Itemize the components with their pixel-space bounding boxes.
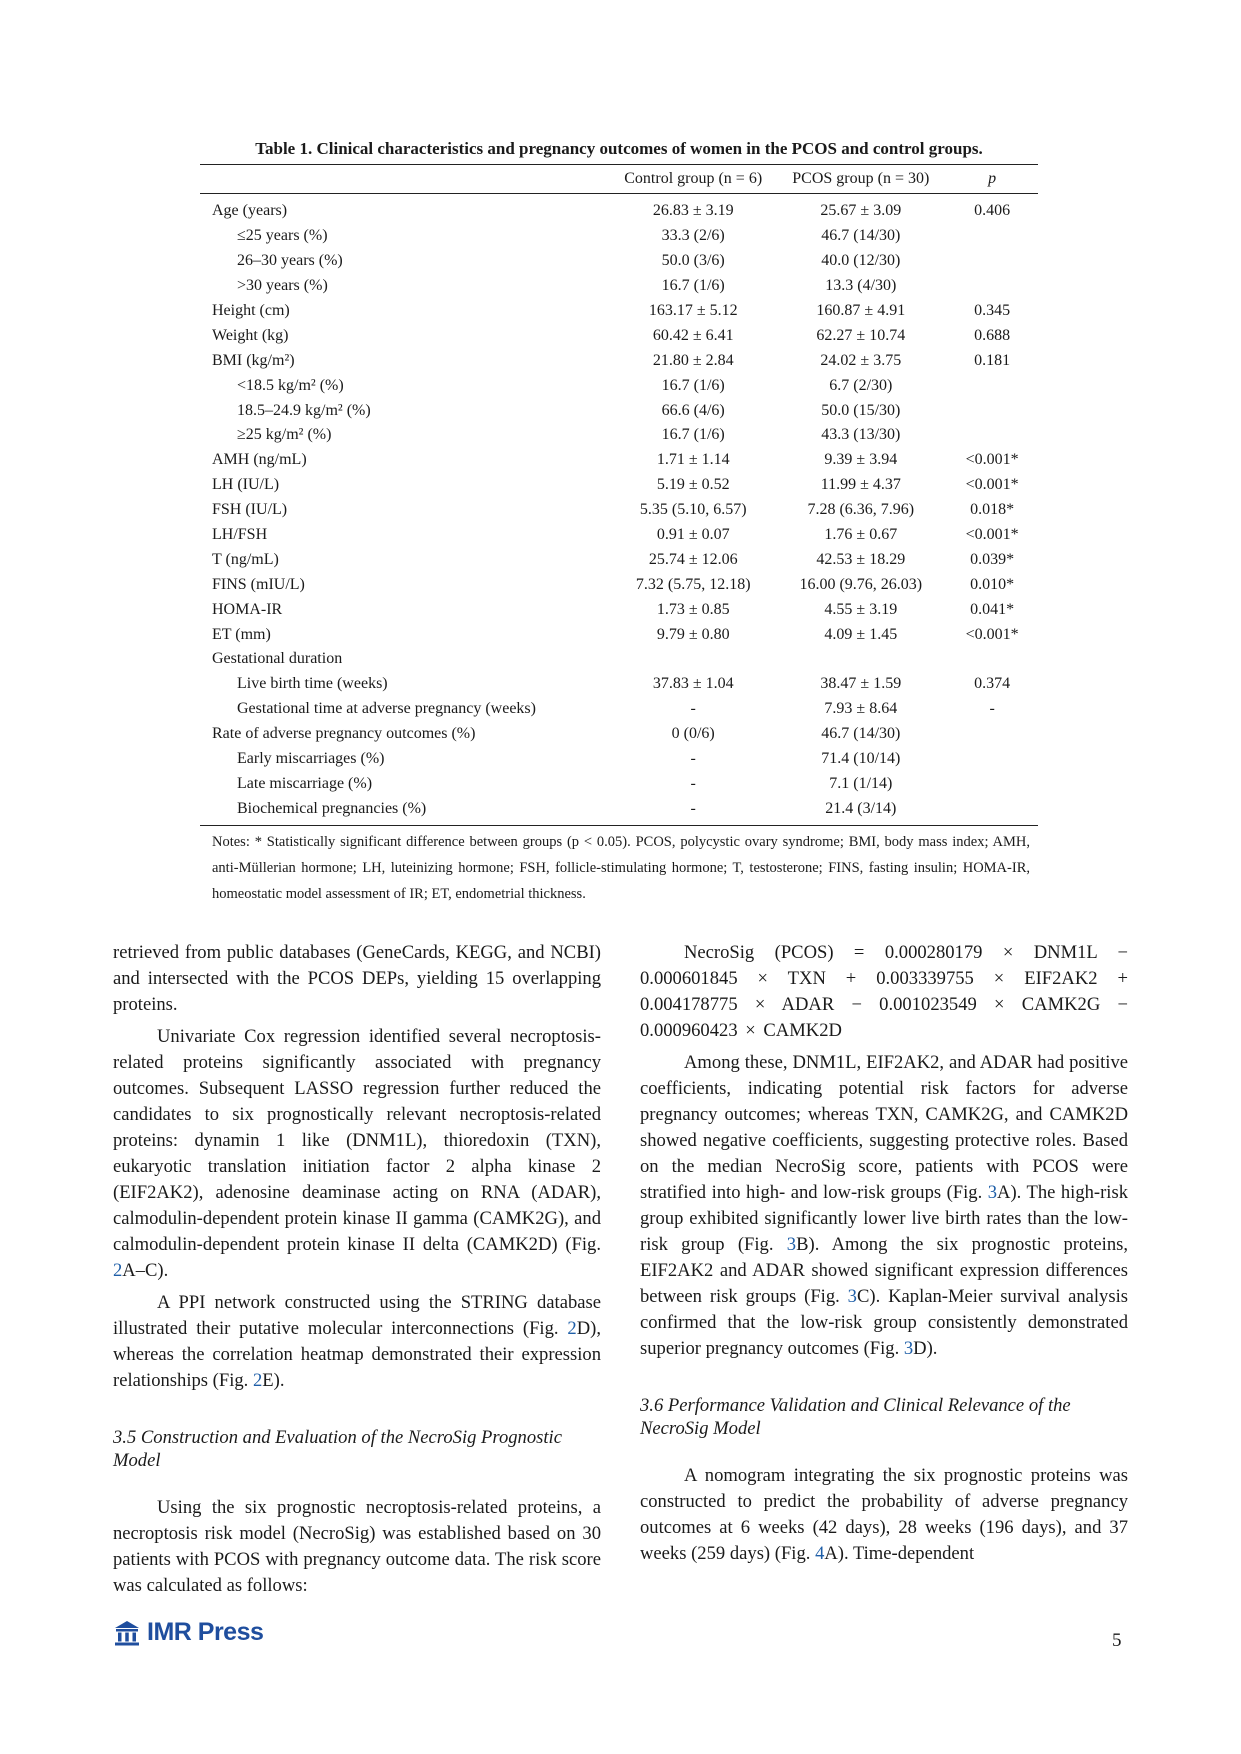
pcos-value: 50.0 (15/30) <box>821 401 901 419</box>
row-label: Age (years) <box>212 202 288 220</box>
pcos-value: 160.87 ± 4.91 <box>816 302 906 319</box>
p-value <box>946 722 1038 747</box>
row-label: Live birth time (weeks) <box>237 675 388 693</box>
control-value: 33.3 (2/6) <box>661 227 725 245</box>
paragraph-text: Univariate Cox regression identified several necroptosis-related proteins significantly associated with pregnancy outcomes. Subsequent LASSO regression further reduced the candidates to six prognostically relevant necroptosis-related proteins: dynamin 1 like (DNM1L), thioredoxin (TXN), eukaryotic translation initiation factor 2 alpha kinase 2 (EIF2AK2), adenosine deaminase acting on RNA (ADAR), calmodulin-dependent protein kinase II gamma (CAMK2G), and calmodulin-dependent protein kinase II delta (CAMK2D) (Fig. <box>113 1026 601 1255</box>
paragraph <box>640 1050 1128 1362</box>
p-value <box>946 224 1038 249</box>
table-row <box>200 398 1038 423</box>
section-heading: 3.6 Performance Validation and Clinical Relevance of the NecroSig Model <box>640 1395 1071 1439</box>
p-value: 0.181 <box>974 351 1011 369</box>
header-p: p <box>946 165 1038 194</box>
control-value: 163.17 ± 5.12 <box>648 302 738 319</box>
table-row <box>200 597 1038 622</box>
table-row <box>200 423 1038 448</box>
p-value <box>946 771 1038 796</box>
row-label: BMI (kg/m²) <box>212 351 295 369</box>
paragraph-text: A–C). <box>122 1260 169 1281</box>
p-value: <0.001* <box>965 476 1019 494</box>
header-control: Control group (n = 6) <box>611 165 775 194</box>
paragraph-text: E). <box>262 1370 285 1391</box>
pcos-value: 16.00 (9.76, 26.03) <box>799 575 923 593</box>
row-label: Rate of adverse pregnancy outcomes (%) <box>212 725 476 743</box>
row-label: T (ng/mL) <box>212 550 279 568</box>
p-value: <0.001* <box>965 451 1019 469</box>
paragraph: Using the six prognostic necroptosis-related proteins, a necroptosis risk model (NecroSig) was established based on 30 patients with PCOS with pregnancy outcome data. The risk score was calculated as follows: <box>113 1497 601 1596</box>
pcos-value: 4.55 ± 3.19 <box>824 600 898 618</box>
paragraph-text: B). Among the six prognostic proteins, EIF2AK2 and ADAR showed significant expression differences between risk groups (Fig. <box>640 1234 1129 1307</box>
table-row <box>200 622 1038 647</box>
table-row <box>200 697 1038 722</box>
control-value: 16.7 (1/6) <box>661 376 725 394</box>
control-value: - <box>611 796 775 825</box>
publisher-name: IMR Press <box>147 1618 264 1646</box>
paragraph <box>113 1290 601 1394</box>
table-row <box>200 249 1038 274</box>
pcos-value: 25.67 ± 3.09 <box>820 202 902 220</box>
row-label: Biochemical pregnancies (%) <box>200 796 611 825</box>
pcos-value: 4.09 ± 1.45 <box>824 625 898 643</box>
figure-link[interactable]: 3 <box>987 1182 998 1203</box>
control-value: 37.83 ± 1.04 <box>652 675 734 693</box>
page-number: 5 <box>1112 1630 1122 1651</box>
row-label: FSH (IU/L) <box>212 501 288 519</box>
paragraph-text: A PPI network constructed using the STRING database illustrated their putative molecular interconnections (Fig. <box>113 1292 601 1339</box>
pcos-value <box>775 647 946 672</box>
row-label: Gestational duration <box>212 650 343 668</box>
control-value: 5.19 ± 0.52 <box>656 476 730 494</box>
table-row <box>200 771 1038 796</box>
control-value: 1.71 ± 1.14 <box>656 451 730 469</box>
p-value <box>946 796 1038 825</box>
row-label: 26–30 years (%) <box>237 252 343 270</box>
row-label: AMH (ng/mL) <box>212 451 307 469</box>
control-value: 9.79 ± 0.80 <box>656 625 730 643</box>
table-row <box>200 647 1038 672</box>
row-label: Gestational time at adverse pregnancy (weeks) <box>237 700 536 718</box>
pcos-value: 11.99 ± 4.37 <box>820 476 901 494</box>
pcos-value: 46.7 (14/30) <box>821 227 901 245</box>
row-label: HOMA-IR <box>212 600 283 618</box>
pcos-value: 40.0 (12/30) <box>821 252 901 270</box>
row-label: Early miscarriages (%) <box>237 750 385 768</box>
p-value: - <box>989 700 995 718</box>
table-row <box>200 194 1038 224</box>
paragraph-text: Among these, DNM1L, EIF2AK2, and ADAR had positive coefficients, indicating potential risk factors for adverse pregnancy outcomes; whereas TXN, CAMK2G, and CAMK2D showed negative coefficients, suggesting protective roles. Based on the median NecroSig score, patients with PCOS were stratified into high- and low-risk groups (Fig. <box>640 1052 1128 1203</box>
section-heading: 3.5 Construction and Evaluation of the NecroSig Prognostic Model <box>113 1427 562 1471</box>
p-value: 0.688 <box>974 326 1011 344</box>
paragraph-text: D), whereas the correlation heatmap demonstrated their expression relationships (Fig. <box>113 1318 601 1391</box>
row-label: Late miscarriage (%) <box>237 774 373 792</box>
publisher-logo[interactable] <box>113 1618 263 1647</box>
table-caption: Table 1. Clinical characteristics and pregnancy outcomes of women in the PCOS and control groups. <box>255 139 983 158</box>
figure-link[interactable]: 3 <box>847 1286 857 1307</box>
row-label: <18.5 kg/m² (%) <box>237 376 344 394</box>
pcos-value: 38.47 ± 1.59 <box>820 675 902 693</box>
row-label: FINS (mIU/L) <box>212 575 305 593</box>
figure-link[interactable]: 2 <box>113 1260 123 1281</box>
control-value: 50.0 (3/6) <box>661 252 725 270</box>
control-value: 16.7 (1/6) <box>661 277 725 295</box>
pcos-value: 24.02 ± 3.75 <box>820 351 902 369</box>
pcos-value: 43.3 (13/30) <box>821 426 901 444</box>
row-label: Weight (kg) <box>212 326 289 344</box>
building-icon <box>113 1619 141 1647</box>
p-value: 0.018* <box>970 501 1015 519</box>
table-row <box>200 224 1038 249</box>
p-value: 0.010* <box>970 575 1015 593</box>
control-value: 21.80 ± 2.84 <box>652 351 734 369</box>
row-label: LH (IU/L) <box>212 476 280 494</box>
control-value: 5.35 (5.10, 6.57) <box>639 501 747 519</box>
table-row <box>200 373 1038 398</box>
table-row <box>200 722 1038 747</box>
table-row <box>200 672 1038 697</box>
pcos-value: 9.39 ± 3.94 <box>824 451 898 469</box>
control-value: 60.42 ± 6.41 <box>652 326 734 344</box>
paragraph-text: D). <box>913 1338 938 1359</box>
pcos-value: 7.1 (1/14) <box>829 774 893 792</box>
table-row <box>200 572 1038 597</box>
figure-link[interactable]: 4 <box>815 1543 825 1564</box>
control-value: - <box>690 700 696 718</box>
paragraph: retrieved from public databases (GeneCards, KEGG, and NCBI) and intersected with the PCOS DEPs, yielding 15 overlapping proteins. <box>113 942 601 1015</box>
pcos-value: 7.28 (6.36, 7.96) <box>807 501 915 519</box>
formula: NecroSig (PCOS) = 0.000280179 × DNM1L − 0.000601845 × TXN + 0.003339755 × EIF2AK2 + 0.004178775 × ADAR − 0.001023549 × CAMK2G − 0.000960423 × CAMK2D <box>640 942 1128 1041</box>
table-row <box>200 448 1038 473</box>
paragraph-text: A). The high-risk group exhibited significantly lower live birth rates than the low-risk group (Fig. <box>640 1182 1128 1255</box>
table-body <box>200 194 1038 826</box>
pcos-value: 42.53 ± 18.29 <box>816 550 906 568</box>
row-label: 18.5–24.9 kg/m² (%) <box>237 401 371 419</box>
control-value: 0 (0/6) <box>671 725 715 743</box>
table-row <box>200 747 1038 772</box>
p-value: 0.345 <box>974 302 1011 319</box>
table-row <box>200 473 1038 498</box>
table-section <box>200 138 1038 907</box>
paragraph-text: C). Kaplan-Meier survival analysis confirmed that the low-risk group consistently demonstrated superior pregnancy outcomes (Fig. <box>640 1286 1128 1359</box>
p-value <box>946 373 1038 398</box>
table-notes: Notes: * Statistically significant difference between groups (p < 0.05). PCOS, polycystic ovary syndrome; BMI, body mass index; AMH, anti-Müllerian hormone; LH, luteinizing hormone; FSH, follicle-stimulating hormone; T, testosterone; FINS, fasting insulin; HOMA-IR, homeostatic model assessment of IR; ET, endometrial thickness. <box>212 834 1030 903</box>
header-empty <box>200 165 611 194</box>
pcos-value: 13.3 (4/30) <box>825 277 897 295</box>
row-label: >30 years (%) <box>237 277 328 295</box>
table-row <box>200 547 1038 572</box>
table-row <box>200 299 1038 324</box>
control-value: 7.32 (5.75, 12.18) <box>635 575 751 593</box>
table-row <box>200 498 1038 523</box>
control-value: 16.7 (1/6) <box>661 426 725 444</box>
pcos-value: 71.4 (10/14) <box>821 750 901 768</box>
pcos-value: 6.7 (2/30) <box>829 376 893 394</box>
table-row <box>200 348 1038 373</box>
figure-link[interactable]: 2 <box>252 1370 263 1391</box>
table-row <box>200 796 1038 825</box>
clinical-table <box>200 164 1038 826</box>
right-column <box>640 940 1128 1567</box>
figure-link[interactable]: 3 <box>903 1338 914 1359</box>
pcos-value: 21.4 (3/14) <box>775 796 946 825</box>
row-label: ≥25 kg/m² (%) <box>237 426 332 444</box>
paragraph <box>113 1024 601 1284</box>
p-value: <0.001* <box>965 526 1019 544</box>
figure-link[interactable]: 3 <box>786 1234 797 1255</box>
p-value <box>946 274 1038 299</box>
left-column <box>113 940 601 1599</box>
figure-link[interactable]: 2 <box>567 1318 577 1339</box>
p-value: <0.001* <box>965 625 1019 643</box>
control-value: 25.74 ± 12.06 <box>648 550 738 568</box>
table-row <box>200 274 1038 299</box>
pcos-value: 62.27 ± 10.74 <box>816 326 906 344</box>
control-value: - <box>690 774 696 792</box>
paragraph-text: A nomogram integrating the six prognostic proteins was constructed to predict the probability of adverse pregnancy outcomes at 6 weeks (42 days), 28 weeks (196 days), and 37 weeks (259 days) (Fig. <box>640 1465 1128 1564</box>
p-value <box>946 249 1038 274</box>
p-value <box>946 398 1038 423</box>
control-value: 1.73 ± 0.85 <box>656 600 730 618</box>
p-value: 0.041* <box>970 600 1015 618</box>
control-value: 66.6 (4/6) <box>661 401 725 419</box>
pcos-value: 1.76 ± 0.67 <box>824 526 898 544</box>
p-value <box>946 647 1038 672</box>
p-value: 0.406 <box>974 202 1011 220</box>
pcos-value: 7.93 ± 8.64 <box>824 700 898 718</box>
p-value <box>946 747 1038 772</box>
control-value: 0.91 ± 0.07 <box>656 526 730 544</box>
table-row <box>200 523 1038 548</box>
table-header-row <box>200 165 1038 194</box>
header-pcos: PCOS group (n = 30) <box>775 165 946 194</box>
p-value: 0.039* <box>970 550 1015 568</box>
row-label: LH/FSH <box>212 526 268 544</box>
paragraph <box>640 1463 1128 1567</box>
p-value: 0.374 <box>974 675 1011 693</box>
control-value: 26.83 ± 3.19 <box>652 202 734 220</box>
control-value: - <box>690 750 696 768</box>
p-value <box>946 423 1038 448</box>
row-label: ET (mm) <box>212 625 271 643</box>
row-label: ≤25 years (%) <box>237 227 328 245</box>
paragraph-text: A). Time-dependent <box>824 1543 975 1564</box>
control-value <box>611 647 775 672</box>
pcos-value: 46.7 (14/30) <box>821 725 901 743</box>
row-label: Height (cm) <box>212 302 290 319</box>
table-row <box>200 323 1038 348</box>
